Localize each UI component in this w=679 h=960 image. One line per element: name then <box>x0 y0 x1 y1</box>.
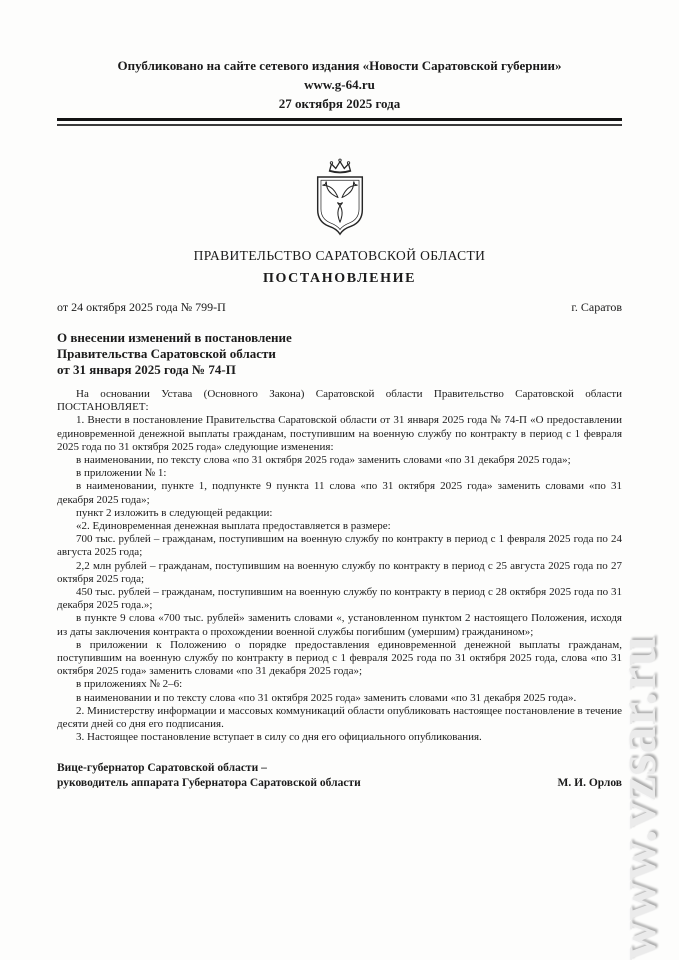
paragraph: в пункте 9 слова «700 тыс. рублей» заменить словами «, установленном пунктом 2 настоящего Положения, исходя из даты заключения контракта о прохождении военной службы погибшим (умершим) гражданином»; <box>57 612 622 638</box>
signer-position <box>57 761 361 791</box>
document-city: г. Саратов <box>571 300 622 314</box>
watermark: www.vzsar.ru <box>607 634 667 960</box>
paragraph: в наименовании и по тексту слова «по 31 октября 2025 года» заменить словами «по 31 декабря 2025 года». <box>76 691 577 704</box>
publication-source-line: Опубликовано на сайте сетевого издания «Новости Саратовской губернии» <box>117 58 562 73</box>
document-title <box>57 330 622 378</box>
paragraph: пункт 2 изложить в следующей редакции: <box>76 506 273 519</box>
title-line: от 31 января 2025 года № 74-П <box>57 362 236 377</box>
paragraph: 1. Внести в постановление Правительства Саратовской области от 31 января 2025 года № 74-П «О предоставлении единовременной денежной выплаты гражданам, поступившим на военную службу по контракту в период с 1 февраля 2025 года по 31 октября 2025 года» следующие изменения: <box>57 414 622 453</box>
title-line: Правительства Саратовской области <box>57 346 276 361</box>
paragraph: в приложении к Положению о порядке предоставления единовременной денежной выплаты гражданам, поступившим на военную службу по контракту в период с 1 февраля 2025 года по 31 октября 2025 года, слова «по 31 октября 2025 года» заменить словами «по 31 декабря 2025 года»; <box>57 638 622 678</box>
signer-name: М. И. Орлов <box>557 777 622 790</box>
paragraph: в наименовании, пункте 1, подпункте 9 пункта 11 слова «по 31 октября 2025 года» заменить словами «по 31 декабря 2025 года»; <box>57 480 622 506</box>
coat-of-arms-block <box>57 156 622 240</box>
paragraph: 700 тыс. рублей – гражданам, поступившим на военную службу по контракту в период с 1 февраля 2025 года по 24 августа 2025 года; <box>57 533 622 559</box>
publication-header <box>57 0 622 113</box>
paragraph: в приложении № 1: <box>76 467 167 480</box>
signer-position-line: руководитель аппарата Губернатора Саратовской области <box>57 777 361 790</box>
document-body <box>57 388 622 744</box>
document-date-number: от 24 октября 2025 года № 799-П <box>57 300 226 314</box>
paragraph: 3. Настоящее постановление вступает в силу со дня его официального опубликования. <box>76 731 482 744</box>
publication-date: 27 октября 2025 года <box>278 96 401 111</box>
date-number-line <box>57 300 622 315</box>
publication-site-url: www.g-64.ru <box>304 77 375 92</box>
signature-block <box>57 761 622 791</box>
paragraph: в приложениях № 2–6: <box>76 678 183 691</box>
title-line: О внесении изменений в постановление <box>57 330 292 345</box>
paragraph: На основании Устава (Основного Закона) Саратовской области Правительство Саратовской области ПОСТАНОВЛЯЕТ: <box>57 388 622 414</box>
saratov-oblast-coat-of-arms-icon <box>307 156 373 240</box>
paragraph: 2,2 млн рублей – гражданам, поступившим на военную службу по контракту в период с 25 августа 2025 года по 27 октября 2025 года; <box>57 559 622 585</box>
paragraph: 450 тыс. рублей – гражданам, поступившим на военную службу по контракту в период с 28 октября 2025 года по 31 декабря 2025 года.»; <box>57 586 622 612</box>
paragraph: 2. Министерству информации и массовых коммуникаций области опубликовать настоящее постановление в течение десяти дней со дня его подписания. <box>57 704 622 731</box>
paragraph: «2. Единовременная денежная выплата предоставляется в размере: <box>76 520 391 533</box>
document-type: ПОСТАНОВЛЕНИЕ <box>262 271 417 286</box>
signer-position-line: Вице-губернатор Саратовской области – <box>57 762 267 775</box>
paragraph: в наименовании, по тексту слова «по 31 октября 2025 года» заменить словами «по 31 декабря 2025 года»; <box>76 454 571 467</box>
header-divider <box>57 118 622 126</box>
organization-name: ПРАВИТЕЛЬСТВО САРАТОВСКОЙ ОБЛАСТИ <box>193 248 486 263</box>
